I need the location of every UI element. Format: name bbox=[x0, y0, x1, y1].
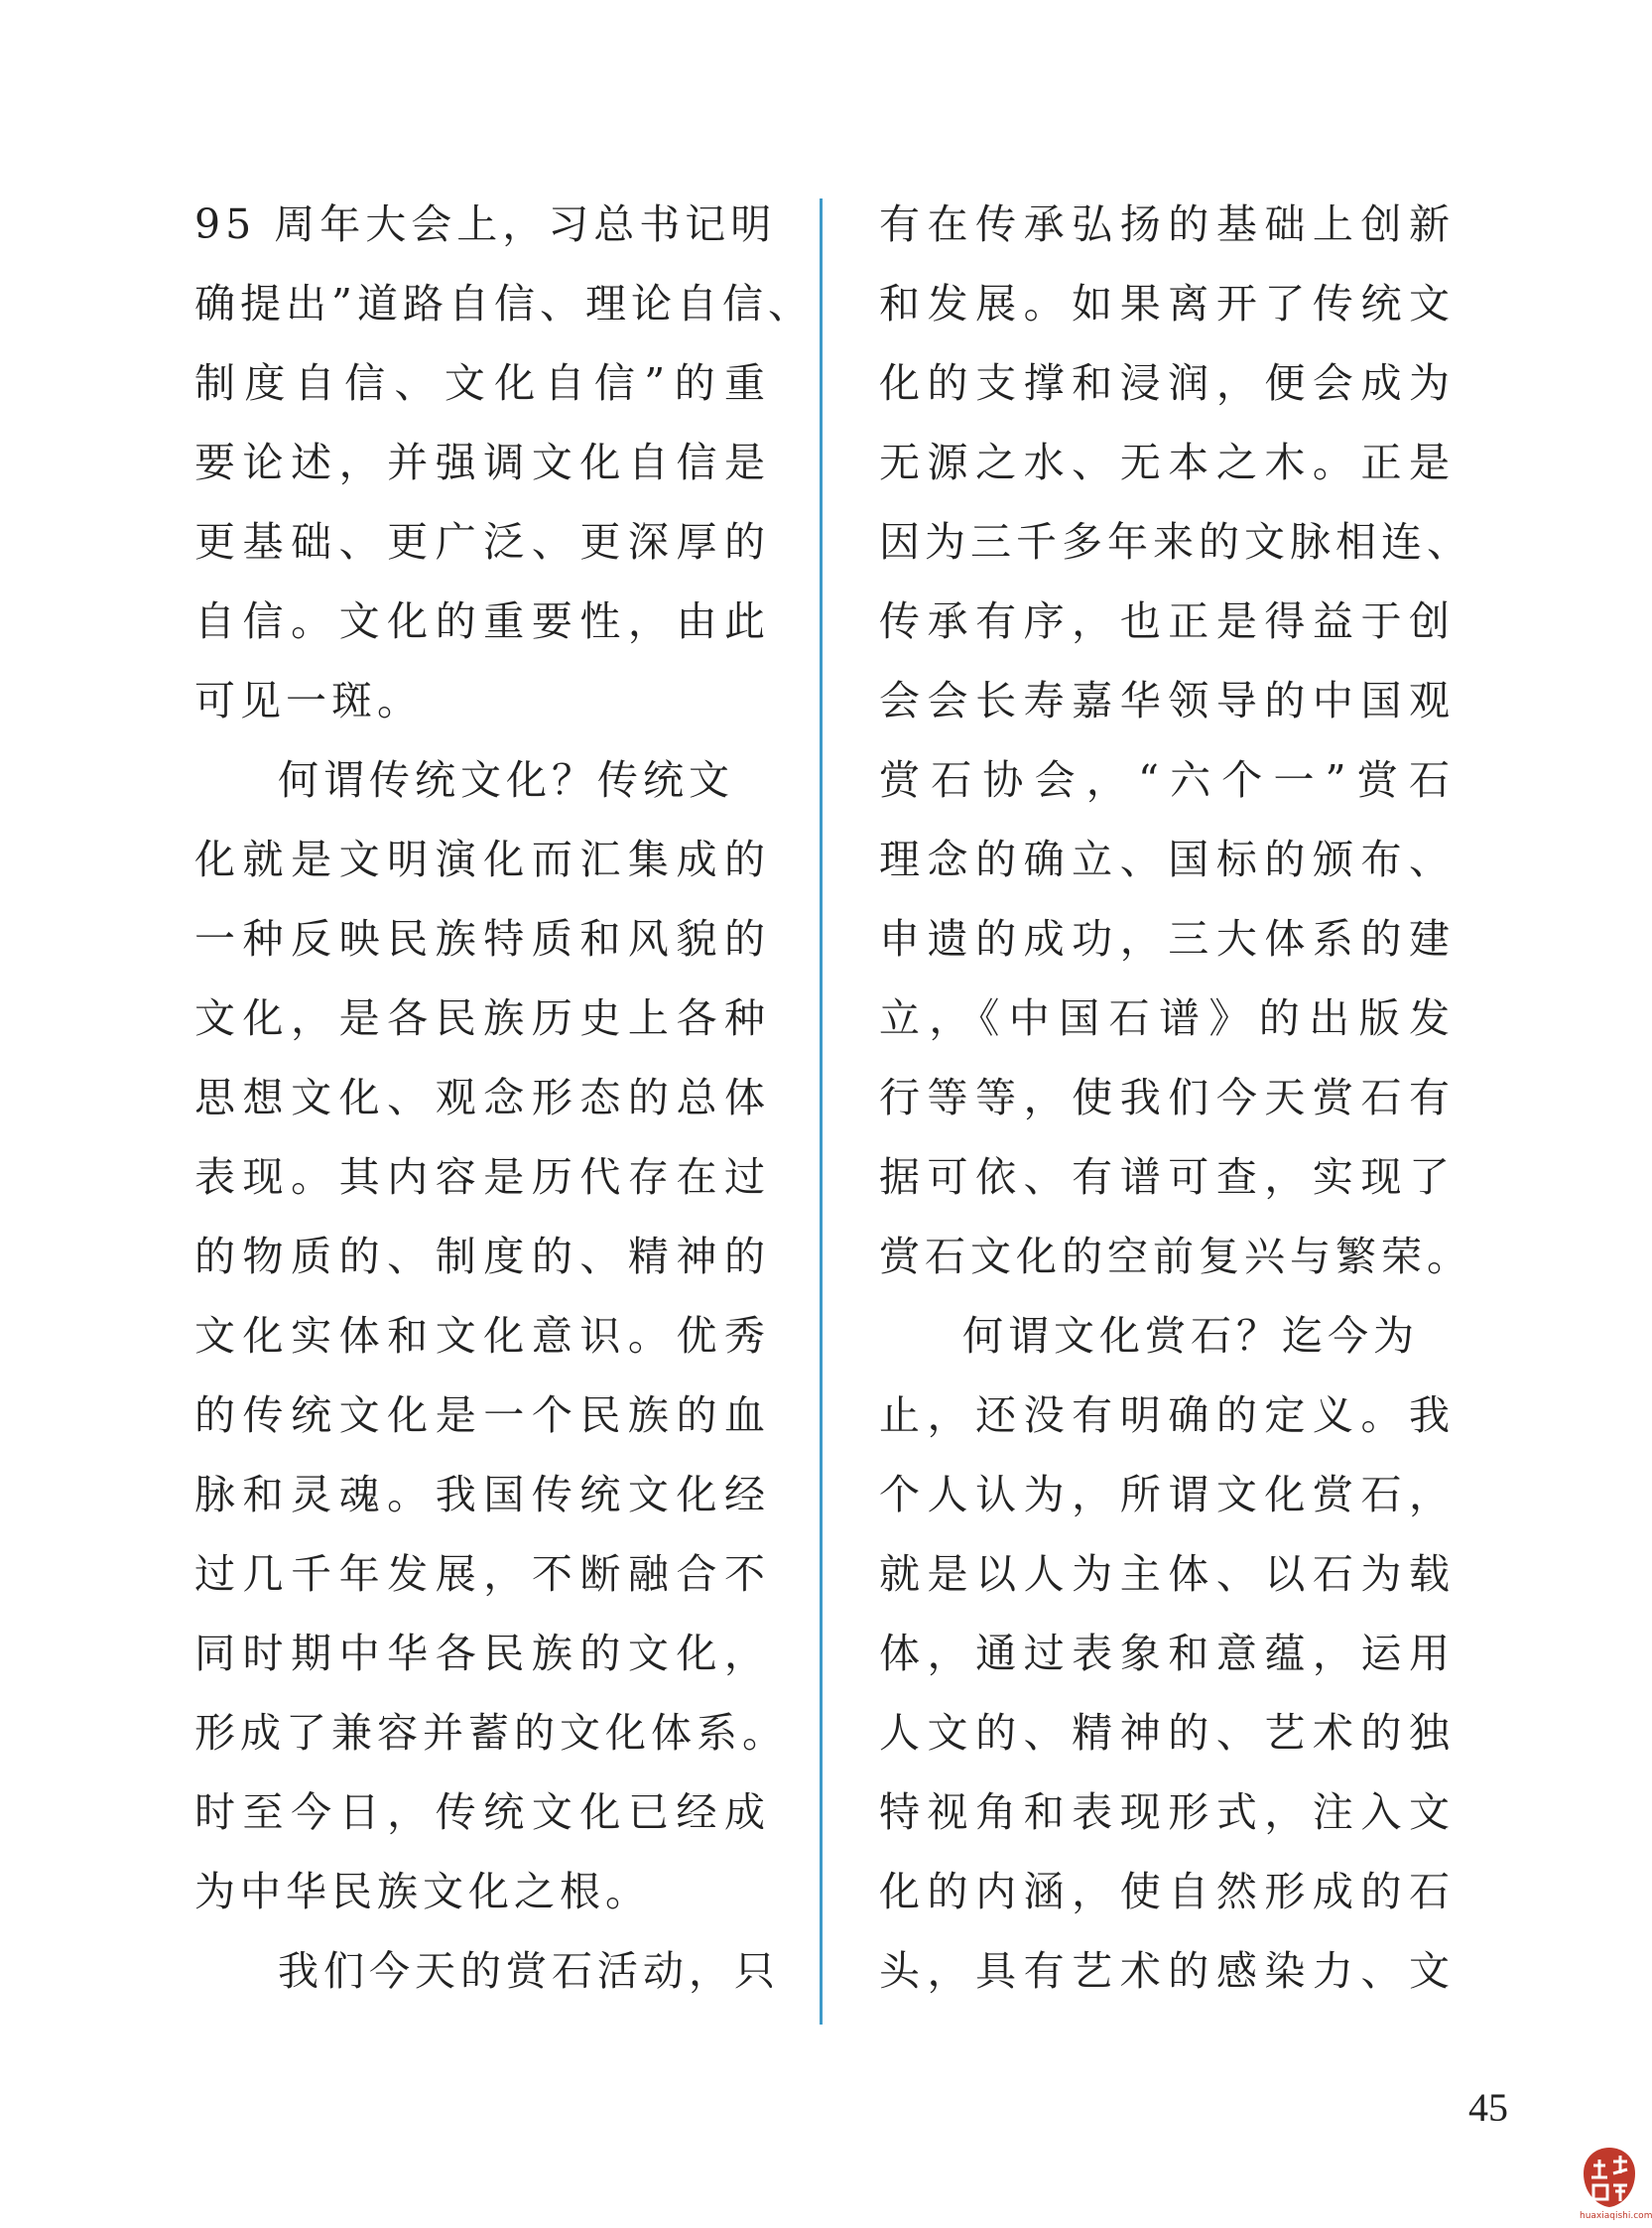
text-line: 过几千年发展，不断融合不 bbox=[194, 1550, 770, 1598]
text-line: 行等等，使我们今天赏石有 bbox=[879, 1074, 1455, 1121]
text-line: 人文的、精神的、艺术的独 bbox=[879, 1709, 1455, 1757]
text-line: 据可依、有谱可查，实现了 bbox=[879, 1153, 1455, 1201]
text-line: 有在传承弘扬的基础上创新 bbox=[879, 200, 1455, 248]
left-text-column bbox=[194, 185, 814, 2011]
text-line: 制度自信、文化自信”的重 bbox=[194, 359, 770, 407]
text-line: 文化实体和文化意识。优秀 bbox=[194, 1312, 770, 1360]
text-line: 无源之水、无本之木。正是 bbox=[879, 439, 1455, 486]
text-line: 的物质的、制度的、精神的 bbox=[194, 1233, 770, 1280]
text-line: 理念的确立、国标的颁布、 bbox=[879, 836, 1455, 883]
text-line: 要论述，并强调文化自信是 bbox=[194, 439, 770, 486]
text-line: 同时期中华各民族的文化， bbox=[194, 1630, 770, 1677]
text-line: 化的内涵，使自然形成的石 bbox=[879, 1868, 1455, 1915]
text-line: 头，具有艺术的感染力、文 bbox=[879, 1947, 1455, 1995]
text-line: 体，通过表象和意蕴，运用 bbox=[879, 1630, 1455, 1677]
text-line: 思想文化、观念形态的总体 bbox=[194, 1074, 770, 1121]
text-line: 时至今日，传统文化已经成 bbox=[194, 1788, 770, 1836]
text-line: 形成了兼容并蓄的文化体系。 bbox=[194, 1709, 788, 1757]
text-line: 可见一斑。 bbox=[194, 677, 423, 724]
text-line: 自信。文化的重要性，由此 bbox=[194, 597, 770, 645]
text-line: 和发展。如果离开了传统文 bbox=[879, 280, 1455, 328]
seal-logo-icon bbox=[1580, 2144, 1639, 2211]
text-line: 确提出”道路自信、理论自信、 bbox=[194, 280, 814, 328]
text-line: 特视角和表现形式，注入文 bbox=[879, 1788, 1455, 1836]
watermark-logo bbox=[1580, 2144, 1652, 2225]
text-line: 脉和灵魂。我国传统文化经 bbox=[194, 1471, 770, 1518]
column-divider bbox=[820, 198, 823, 2025]
text-line: 的传统文化是一个民族的血 bbox=[194, 1391, 770, 1439]
text-line: 文化，是各民族历史上各种 bbox=[194, 994, 770, 1042]
text-line: 就是以人为主体、以石为载 bbox=[879, 1550, 1455, 1598]
text-line: 何谓传统文化？传统文 bbox=[278, 756, 734, 804]
text-line: 赏石协会，“六个一”赏石 bbox=[879, 756, 1455, 804]
text-line: 化的支撑和浸润，便会成为 bbox=[879, 359, 1455, 407]
text-line: 个人认为，所谓文化赏石， bbox=[879, 1471, 1455, 1518]
text-line: 止，还没有明确的定义。我 bbox=[879, 1391, 1455, 1439]
text-line: 化就是文明演化而汇集成的 bbox=[194, 836, 770, 883]
watermark-site-text: huaxiaqishi.com bbox=[1580, 2211, 1652, 2221]
text-line: 我们今天的赏石活动，只 bbox=[278, 1947, 780, 1995]
text-line: 赏石文化的空前复兴与繁荣。 bbox=[879, 1233, 1472, 1280]
text-line: 更基础、更广泛、更深厚的 bbox=[194, 518, 770, 566]
text-line: 传承有序，也正是得益于创 bbox=[879, 597, 1455, 645]
page-number: 45 bbox=[1468, 2085, 1508, 2130]
right-text-column bbox=[879, 185, 1472, 2011]
text-line: 会会长寿嘉华领导的中国观 bbox=[879, 677, 1455, 724]
text-line: 立，《中国石谱》的出版发 bbox=[879, 994, 1455, 1042]
text-line: 何谓文化赏石？迄今为 bbox=[962, 1312, 1419, 1360]
text-line: 为中华民族文化之根。 bbox=[194, 1868, 651, 1915]
text-line: 申遗的成功，三大体系的建 bbox=[879, 915, 1455, 963]
text-line: 一种反映民族特质和风貌的 bbox=[194, 915, 770, 963]
text-line: 表现。其内容是历代存在过 bbox=[194, 1153, 770, 1201]
text-line: 因为三千多年来的文脉相连、 bbox=[879, 518, 1472, 566]
text-line: 95 周年大会上，习总书记明 bbox=[194, 200, 777, 248]
